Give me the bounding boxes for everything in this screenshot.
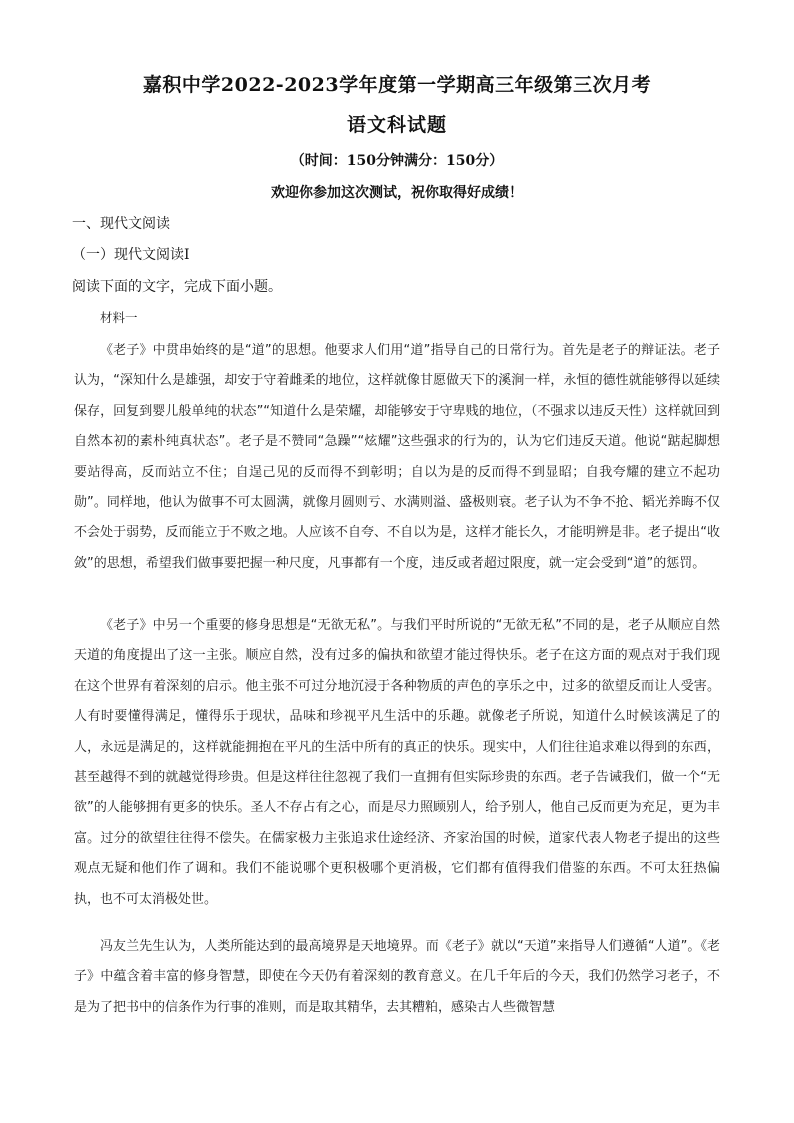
section-heading: 一、现代文阅读 (72, 216, 170, 232)
paragraph-2 (74, 611, 720, 915)
paragraph-2-text: 《老子》中另一个重要的修身思想是“无欲无私”。与我们平时所说的“无欲无私”不同的是，老子从顺应自然天道的角度提出了这一主张。顺应自然，没有过多的偏执和欲望才能过得快乐。老子在这方面的观点对于我们现在这个世界有着深刻的启示。他主张不可过分地沉浸于各种物质的声色的享乐之中，过多的欲望反而让人受害。人有时要懂得满足，懂得乐于现状，品味和珍视平凡生活中的乐趣。就像老子所说，知道什么时候该满足了的人，永远是满足的，这样就能拥抱在平凡的生活中所有的真正的快乐。现实中，人们往往追求难以得到的东西，甚至越得不到的就越觉得珍贵。但是这样往往忽视了我们一直拥有但实际珍贵的东西。老子告诫我们，做一个“无欲”的人能够拥有更多的快乐。圣人不存占有之心，而是尽力照顾别人，给予别人，他自己反而更为充足，更为丰富。过分的欲望往往得不偿失。在儒家极力主张追求仕途经济、齐家治国的时候，道家代表人物老子提出的这些观点无疑和他们作了调和。我们不能说哪个更积极哪个更消极，它们都有值得我们借鉴的东西。不可太狂热偏执，也不可太消极处世。 (74, 618, 720, 907)
material-label: 材料一 (100, 310, 138, 325)
greeting-line: 欢迎你参加这次测试，祝你取得好成绩！ (271, 185, 523, 201)
paragraph-3 (74, 932, 720, 1023)
subsection-heading: （一）现代文阅读Ⅰ (72, 247, 190, 263)
exam-subtitle: 语文科试题 (346, 114, 447, 136)
paragraph-1-text: 《老子》中贯串始终的是“道”的思想。他要求人们用“道”指导自己的日常行为。首先是老子的辩证法。老子认为，“深知什么是雄强，却安于守着雌柔的地位，这样就像甘愿做天下的溪涧一样，永恒的德性就能够得以延续保存，回复到婴儿般单纯的状态”“知道什么是荣耀，却能够安于守卑贱的地位，（不强求以违反天性）这样就回到自然本初的素朴纯真状态”。老子是不赞同“急躁”“炫耀”这些强求的行为的，认为它们违反天道。他说“踮起脚想要站得高，反而站立不住；自逞己见的反而得不到彰明；自以为是的反而得不到显昭；自我夸耀的建立不起功勋”。同样地，他认为做事不可太圆满，就像月圆则亏、水满则溢、盛极则衰。老子认为不争不抢、韬光养晦不仅不会处于弱势，反而能立于不败之地。人应该不自夸、不自以为是，这样才能长久，才能明辨是非。老子提出“收敛”的思想，希望我们做事要把握一种尺度，凡事都有一个度，违反或者超过限度，就一定会受到“道”的惩罚。 (74, 343, 720, 571)
reading-instruction: 阅读下面的文字，完成下面小题。 (72, 279, 282, 295)
exam-info: （时间：150分钟满分：150分） (290, 153, 504, 169)
paragraph-1 (74, 336, 720, 579)
paragraph-3-text: 冯友兰先生认为，人类所能达到的最高境界是天地境界。而《老子》就以“天道”来指导人们遵循“人道”。《老子》中蕴含着丰富的修身智慧，即使在今天仍有着深刻的教育意义。在几千年后的今天，我们仍然学习老子，不是为了把书中的信条作为行事的准则，而是取其精华，去其糟粕，感染古人些微智慧 (74, 939, 720, 1015)
exam-title: 嘉积中学2022-2023学年度第一学期高三年级第三次月考 (142, 74, 652, 96)
